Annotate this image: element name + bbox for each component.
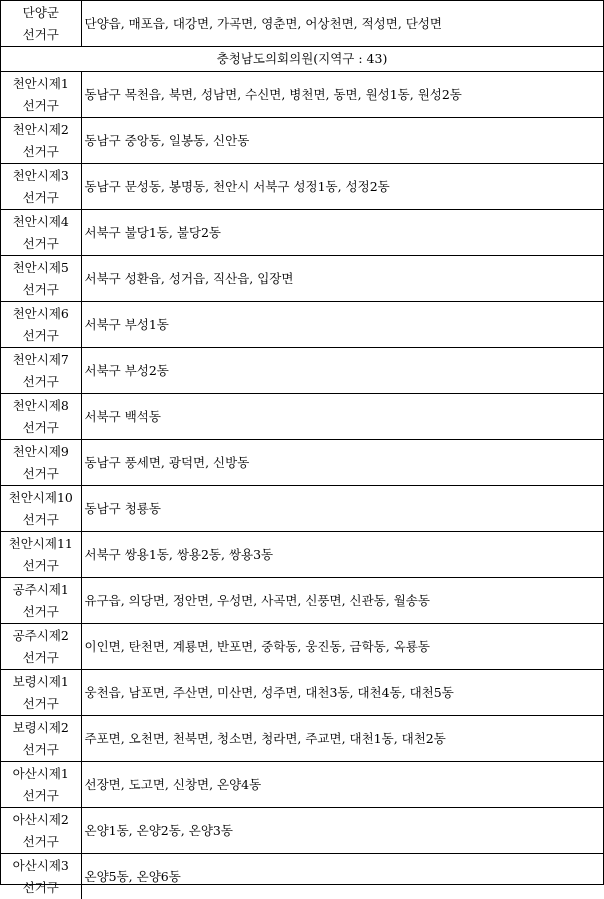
district-name-line2: 선거구 [1, 877, 81, 899]
district-name-line2: 선거구 [1, 24, 81, 46]
table-row [1, 210, 603, 256]
district-name-cell [1, 394, 81, 440]
district-name-line2: 선거구 [1, 739, 81, 761]
district-name-line1: 공주시제2 [1, 625, 81, 647]
table-row [1, 118, 603, 164]
district-name-line1: 단양군 [1, 2, 81, 24]
district-name-line2: 선거구 [1, 647, 81, 669]
district-name-cell [1, 762, 81, 808]
table-row [1, 348, 603, 394]
district-areas-cell: 서북구 부성2동 [81, 348, 603, 394]
district-areas-cell: 서북구 쌍용1동, 쌍용2동, 쌍용3동 [81, 532, 603, 578]
district-name-cell [1, 164, 81, 210]
table-row [1, 624, 603, 670]
district-areas-cell: 웅천읍, 남포면, 주산면, 미산면, 성주면, 대천3동, 대천4동, 대천5동 [81, 670, 603, 716]
district-areas-cell: 주포면, 오천면, 천북면, 청소면, 청라면, 주교면, 대천1동, 대천2동 [81, 716, 603, 762]
table-row [1, 440, 603, 486]
table-row [1, 164, 603, 210]
district-name-line2: 선거구 [1, 325, 81, 347]
district-table [1, 1, 603, 899]
district-name-line2: 선거구 [1, 509, 81, 531]
district-areas-cell: 유구읍, 의당면, 정안면, 우성면, 사곡면, 신풍면, 신관동, 월송동 [81, 578, 603, 624]
district-name-cell [1, 440, 81, 486]
table-row [1, 486, 603, 532]
district-name-cell [1, 72, 81, 118]
district-areas-cell: 단양읍, 매포읍, 대강면, 가곡면, 영춘면, 어상천면, 적성면, 단성면 [81, 1, 603, 47]
district-name-cell [1, 210, 81, 256]
district-name-cell [1, 1, 81, 47]
table-row [1, 854, 603, 899]
district-name-line1: 아산시제2 [1, 809, 81, 831]
table-row [1, 762, 603, 808]
district-name-line2: 선거구 [1, 95, 81, 117]
district-areas-cell: 동남구 청룡동 [81, 486, 603, 532]
district-areas-cell: 이인면, 탄천면, 계룡면, 반포면, 중학동, 웅진동, 금학동, 옥룡동 [81, 624, 603, 670]
district-name-line2: 선거구 [1, 693, 81, 715]
district-areas-cell: 동남구 문성동, 봉명동, 천안시 서북구 성정1동, 성정2동 [81, 164, 603, 210]
district-name-cell [1, 854, 81, 899]
section-header: 충청남도의회의원(지역구 : 43) [1, 47, 603, 72]
district-name-line1: 공주시제1 [1, 579, 81, 601]
district-name-line1: 천안시제10 [1, 487, 81, 509]
district-name-line1: 천안시제6 [1, 303, 81, 325]
table-row [1, 302, 603, 348]
district-name-cell [1, 578, 81, 624]
district-name-line1: 천안시제1 [1, 73, 81, 95]
district-name-line1: 보령시제2 [1, 717, 81, 739]
district-areas-cell: 서북구 백석동 [81, 394, 603, 440]
district-name-line2: 선거구 [1, 831, 81, 853]
district-areas-cell: 서북구 성환읍, 성거읍, 직산읍, 입장면 [81, 256, 603, 302]
district-name-line2: 선거구 [1, 141, 81, 163]
table-row [1, 808, 603, 854]
district-name-line1: 천안시제11 [1, 533, 81, 555]
table-row [1, 1, 603, 47]
district-areas-cell: 서북구 부성1동 [81, 302, 603, 348]
district-areas-cell: 선장면, 도고면, 신창면, 온양4동 [81, 762, 603, 808]
district-name-line2: 선거구 [1, 233, 81, 255]
district-areas-cell: 동남구 중앙동, 일봉동, 신안동 [81, 118, 603, 164]
table-row [1, 578, 603, 624]
district-name-line2: 선거구 [1, 279, 81, 301]
district-name-line1: 천안시제2 [1, 119, 81, 141]
table-row [1, 394, 603, 440]
district-areas-cell: 온양1동, 온양2동, 온양3동 [81, 808, 603, 854]
district-name-cell [1, 348, 81, 394]
table-row [1, 670, 603, 716]
district-name-line1: 천안시제8 [1, 395, 81, 417]
district-name-line2: 선거구 [1, 601, 81, 623]
district-name-cell [1, 716, 81, 762]
district-areas-cell: 동남구 목천읍, 북면, 성남면, 수신면, 병천면, 동면, 원성1동, 원성2동 [81, 72, 603, 118]
district-name-cell [1, 624, 81, 670]
district-name-cell [1, 808, 81, 854]
district-name-line1: 아산시제3 [1, 855, 81, 877]
section-header-row [1, 47, 603, 72]
district-name-line1: 천안시제4 [1, 211, 81, 233]
district-areas-cell: 서북구 불당1동, 불당2동 [81, 210, 603, 256]
district-name-line1: 천안시제5 [1, 257, 81, 279]
table-row [1, 256, 603, 302]
district-name-line1: 천안시제9 [1, 441, 81, 463]
table-row [1, 716, 603, 762]
district-name-line2: 선거구 [1, 417, 81, 439]
district-name-line1: 천안시제7 [1, 349, 81, 371]
table-row [1, 72, 603, 118]
table-row [1, 532, 603, 578]
district-name-line2: 선거구 [1, 371, 81, 393]
district-name-line2: 선거구 [1, 187, 81, 209]
district-name-cell [1, 670, 81, 716]
district-name-line1: 아산시제1 [1, 763, 81, 785]
district-name-line2: 선거구 [1, 785, 81, 807]
district-name-line1: 보령시제1 [1, 671, 81, 693]
district-name-cell [1, 118, 81, 164]
district-areas-cell: 동남구 풍세면, 광덕면, 신방동 [81, 440, 603, 486]
district-name-cell [1, 532, 81, 578]
district-name-cell [1, 256, 81, 302]
district-name-line2: 선거구 [1, 463, 81, 485]
district-areas-cell: 온양5동, 온양6동 [81, 854, 603, 899]
district-name-cell [1, 486, 81, 532]
district-name-cell [1, 302, 81, 348]
district-name-line1: 천안시제3 [1, 165, 81, 187]
district-name-line2: 선거구 [1, 555, 81, 577]
